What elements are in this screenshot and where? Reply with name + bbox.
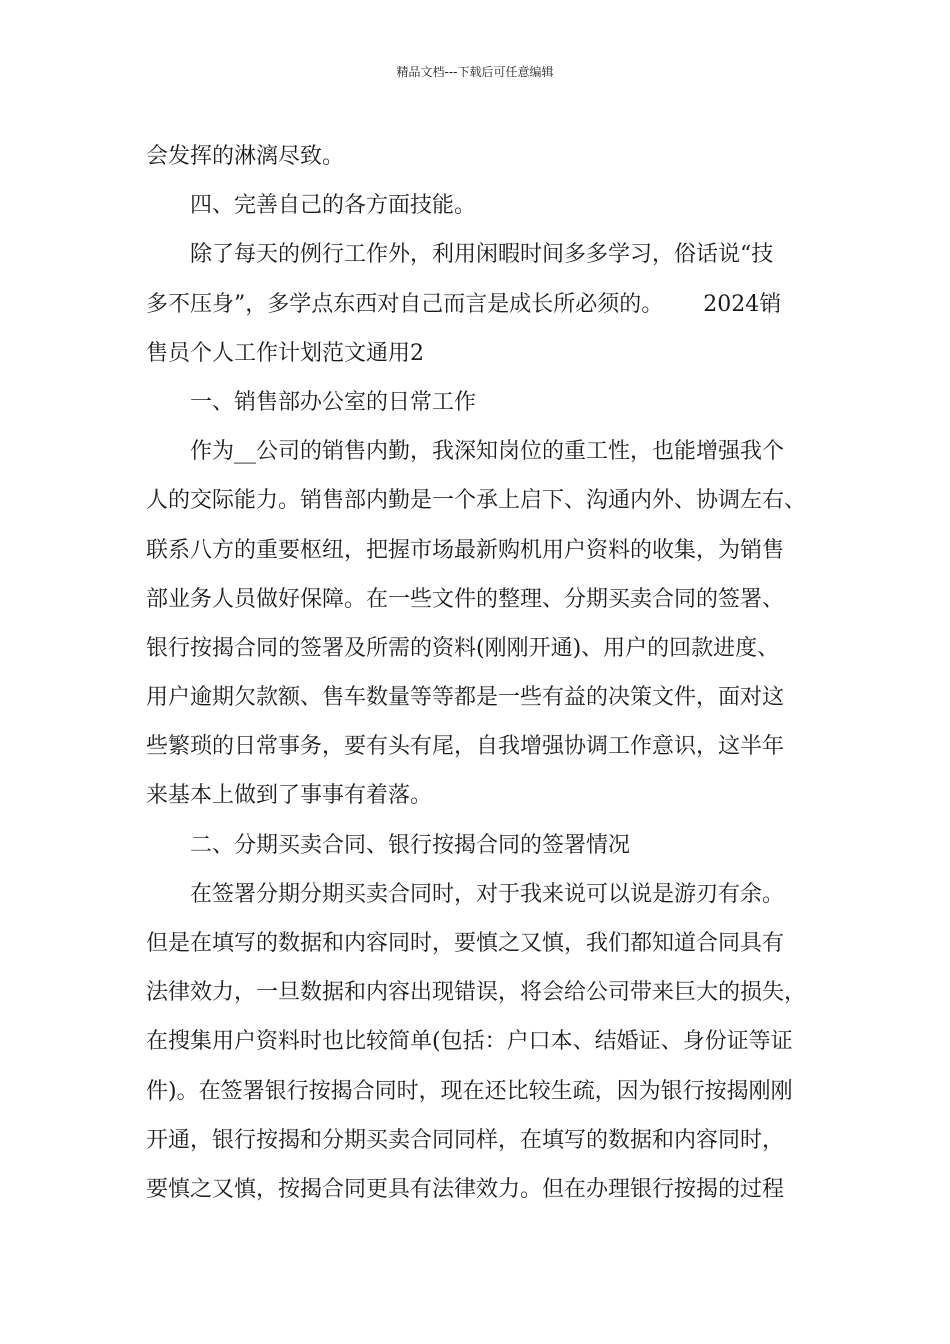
section-heading: 一、销售部办公室的日常工作 [190, 389, 477, 415]
text-line: 用户逾期欠款额、售车数量等等都是一些有益的决策文件，面对这 [146, 685, 785, 711]
document-body [146, 132, 818, 1214]
section-heading: 四、完善自己的各方面技能。 [190, 193, 477, 219]
text-line: 会发挥的淋漓尽致。 [146, 144, 345, 169]
text-line: 开通，银行按揭和分期买卖合同同样，在填写的数据和内容同时， [146, 1127, 785, 1153]
text-line: 来基本上做到了事事有着落。 [146, 783, 433, 809]
text-line: 除了每天的例行工作外，利用闲暇时间多多学习，俗话说“技 [190, 242, 774, 268]
text-line: 在搜集用户资料时也比较简单(包括：户口本、结婚证、身份证等证 [146, 1029, 793, 1055]
text-line: 些繁琐的日常事务，要有头有尾，自我增强协调工作意识，这半年 [146, 734, 785, 760]
text-line: 银行按揭合同的签署及所需的资料(刚刚开通)、用户的回款进度、 [146, 635, 780, 661]
text-line: 作为__公司的销售内勤，我深知岗位的重工性，也能增强我个 [190, 439, 785, 465]
text-line: 部业务人员做好保障。在一些文件的整理、分期买卖合同的签署、 [146, 586, 785, 612]
text-line: 但是在填写的数据和内容同时，要慎之又慎，我们都知道合同具有 [146, 931, 785, 956]
text-line: 在签署分期分期买卖合同时，对于我来说可以说是游刃有余。 [190, 881, 785, 907]
text-line: 多不压身”，多学点东西对自己而言是成长所必须的。 2024销 [146, 291, 782, 317]
text-line: 联系八方的重要枢纽，把握市场最新购机用户资料的收集，为销售 [146, 537, 785, 563]
text-line: 件)。在签署银行按揭合同时，现在还比较生疏，因为银行按揭刚刚 [146, 1078, 793, 1104]
text-line: 人的交际能力。销售部内勤是一个承上启下、沟通内外、协调左右、 [146, 488, 807, 514]
text-line: 法律效力，一旦数据和内容出现错误，将会给公司带来巨大的损失， [146, 980, 807, 1006]
text-line: 要慎之又慎，按揭合同更具有法律效力。但在办理银行按揭的过程 [146, 1176, 785, 1202]
section-heading: 二、分期买卖合同、银行按揭合同的签署情况 [190, 832, 631, 858]
page-header: 精品文档---下载后可任意编辑 [396, 65, 554, 79]
document-title-line: 售员个人工作计划范文通用2 [146, 340, 424, 366]
